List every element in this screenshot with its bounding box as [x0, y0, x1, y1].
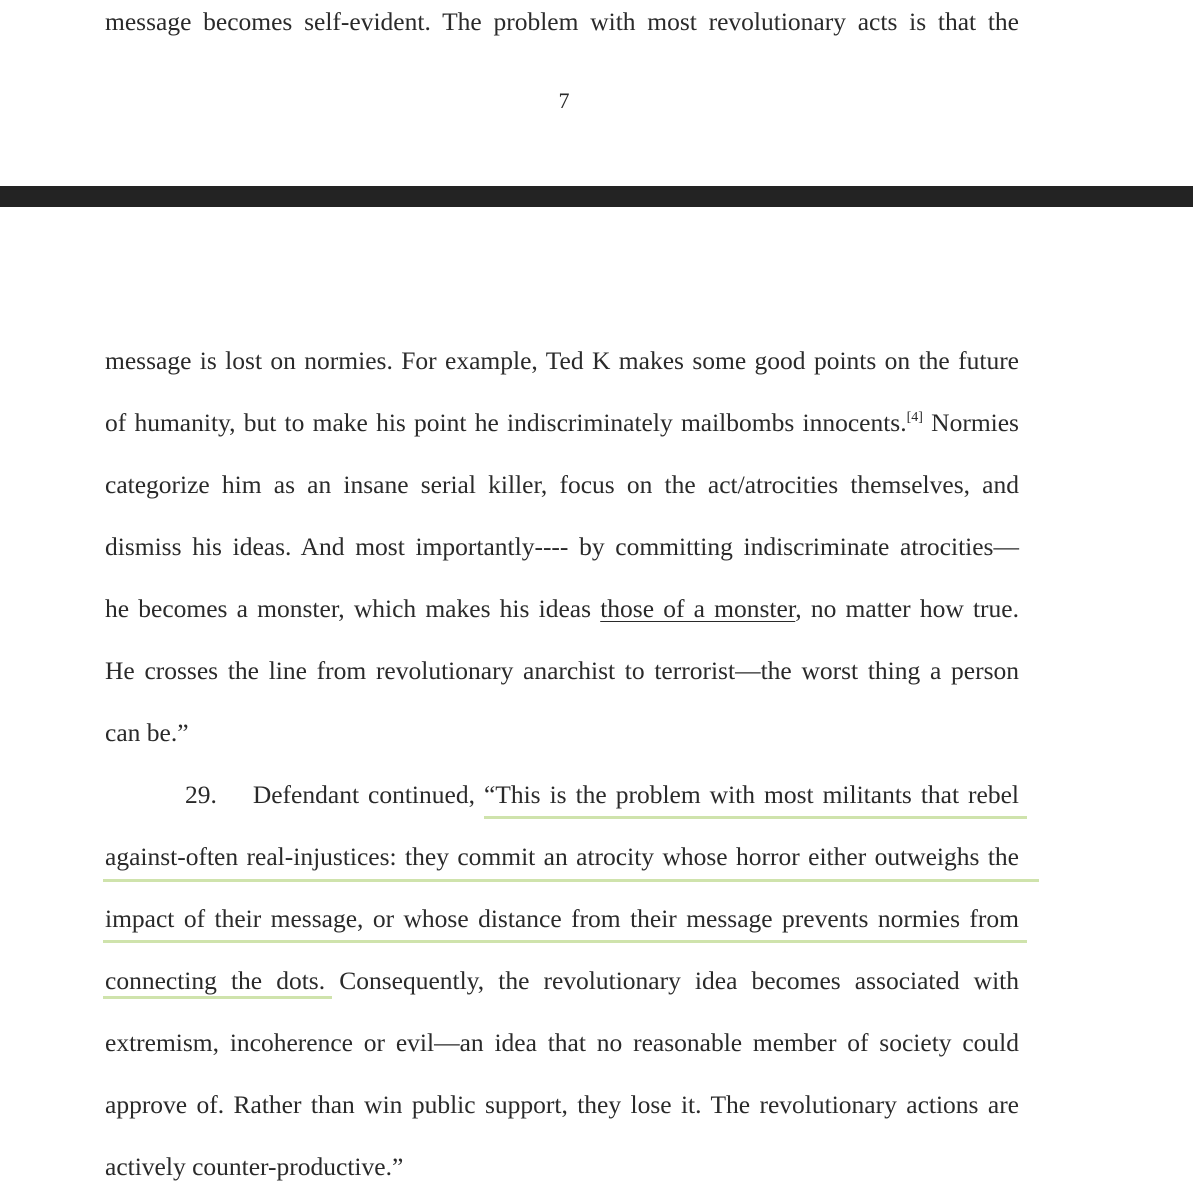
- text-segment: Defendant continued,: [252, 780, 484, 809]
- text-line: actively counter-productive.”: [105, 1152, 404, 1181]
- text-line: impact of their message, or whose distance from their message prevents normies from: [105, 904, 1019, 933]
- text-segment: he becomes a monster, which makes his ideas: [105, 594, 592, 623]
- text-line: [105, 965, 1019, 997]
- footnote-reference[interactable]: [4]: [906, 410, 923, 425]
- quote-start: “This is the problem with most militants that rebel: [483, 780, 1020, 809]
- paragraph-number: 29.: [185, 780, 217, 809]
- highlight-underline: [103, 996, 332, 999]
- previous-page-bottom: [0, 0, 1193, 186]
- highlight-underline: [103, 940, 1027, 943]
- text-line: can be.”: [105, 718, 189, 747]
- paragraph-29-first-line: [185, 779, 1019, 811]
- text-line: against-often real-injustices: they commit an atrocity whose horror either outweighs the: [105, 842, 1019, 871]
- page-break-divider: [0, 186, 1193, 207]
- text-line: approve of. Rather than win public support, they lose it. The revolutionary actions are: [105, 1090, 1019, 1119]
- highlight-underline: [484, 816, 1027, 819]
- text-segment: Normies: [922, 408, 1019, 437]
- underlined-phrase: those of a monster: [600, 594, 796, 623]
- text-line: [105, 593, 1019, 625]
- text-segment: of humanity, but to make his point he indiscriminately mailbombs innocents.: [105, 408, 907, 437]
- text-line: dismiss his ideas. And most importantly---- by committing indiscriminate atrocities—: [105, 532, 1019, 561]
- text-line: message is lost on normies. For example, Ted K makes some good points on the future: [105, 346, 1019, 375]
- previous-page-last-line: message becomes self-evident. The problem with most revolutionary acts is that the: [105, 7, 1019, 36]
- text-segment: connecting the dots.: [105, 966, 326, 995]
- text-line: extremism, incoherence or evil—an idea that no reasonable member of society could: [105, 1028, 1019, 1057]
- page-number: 7: [558, 88, 570, 113]
- text-line: [105, 407, 1019, 439]
- highlight-underline: [103, 879, 1039, 882]
- text-segment: Consequently, the revolutionary idea becomes associated with: [339, 966, 1019, 995]
- text-line: categorize him as an insane serial killer, focus on the act/atrocities themselves, and: [105, 470, 1019, 499]
- text-line: He crosses the line from revolutionary anarchist to terrorist—the worst thing a person: [105, 656, 1019, 685]
- text-segment: , no matter how true.: [795, 594, 1019, 623]
